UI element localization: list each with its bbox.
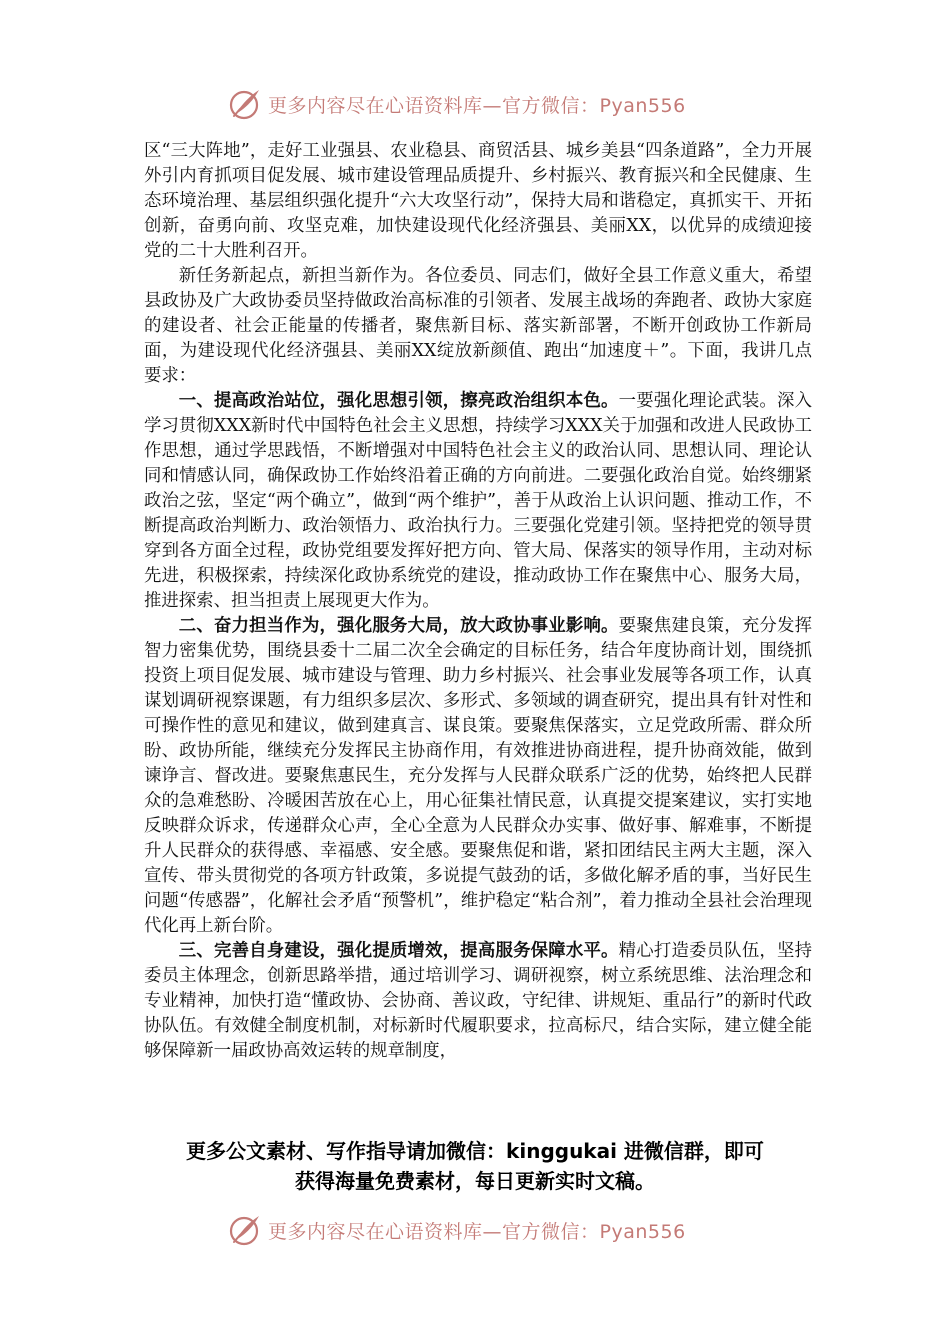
watermark-header	[228, 86, 748, 122]
intro-paragraph: 新任务新起点，新担当新作为。各位委员、同志们，做好全县工作意义重大，希望县政协及广大政协委员坚持做政治高标准的引领者、发展主战场的奔跑者、政协大家庭的建设者、社会正能量的传播者，聚焦新目标、落实新部署，不断开创政协工作新局面，为建设现代化经济强县、美丽XX绽放新颜值、跑出“加速度＋”。下面，我讲几点要求：	[144, 266, 812, 386]
watermark-text: 更多内容尽在心语资料库—官方微信：Pyan556	[268, 94, 686, 117]
section-paragraph-3	[144, 939, 812, 1064]
quill-logo-icon	[228, 87, 262, 121]
section-heading-3: 三、完善自身建设，强化提质增效，提高服务保障水平。	[178, 941, 619, 961]
section-paragraph-2	[144, 614, 812, 939]
promo-line-1: 更多公文素材、写作指导请加微信：kinggukai 进微信群，即可	[186, 1139, 764, 1163]
watermark-footer	[228, 1212, 748, 1248]
section-text-3: 精心打造委员队伍，坚持委员主体理念，创新思路举措，通过培训学习、调研视察，树立系统思维、法治理念和专业精神，加快打造“懂政协、会协商、善议政，守纪律、讲规矩、重品行”的新时代政协队伍。有效健全制度机制，对标新时代履职要求，拉高标尺，结合实际，建立健全能够保障新一届政协高效运转的规章制度，	[144, 941, 812, 1061]
promo-line-2: 获得海量免费素材，每日更新实时文稿。	[295, 1169, 655, 1193]
watermark-text: 更多内容尽在心语资料库—官方微信：Pyan556	[268, 1220, 686, 1243]
section-heading-1: 一、提高政治站位，强化思想引领，擦亮政治组织本色。	[178, 391, 619, 411]
section-paragraph-1	[144, 389, 812, 614]
quill-logo-icon	[228, 1213, 262, 1247]
promo-note	[140, 1136, 810, 1196]
section-heading-2: 二、奋力担当作为，强化服务大局，放大政协事业影响。	[178, 616, 619, 636]
document-body	[144, 139, 812, 1064]
section-text-1: 一要强化理论武装。深入学习贯彻XXX新时代中国特色社会主义思想，持续学习XXX关于加强和改进人民政协工作思想，通过学思践悟，不断增强对中国特色社会主义的政治认同、思想认同、理论认同和情感认同，确保政协工作始终沿着正确的方向前进。二要强化政治自觉。始终绷紧政治之弦，坚定“两个确立”，做到“两个维护”，善于从政治上认识问题、推动工作，不断提高政治判断力、政治领悟力、政治执行力。三要强化党建引领。坚持把党的领导贯穿到各方面全过程，政协党组要发挥好把方向、管大局、保落实的领导作用，主动对标先进，积极探索，持续深化政协系统党的建设，推动政协工作在聚焦中心、服务大局，推进探索、担当担责上展现更大作为。	[144, 391, 812, 611]
section-text-2: 要聚焦建良策，充分发挥智力密集优势，围绕县委十二届二次全会确定的目标任务，结合年度协商计划，围绕抓投资上项目促发展、城市建设与管理、助力乡村振兴、社会事业发展等各项工作，认真谋划调研视察课题，有力组织多层次、多形式、多领域的调查研究，提出具有针对性和可操作性的意见和建议，做到建真言、谋良策。要聚焦保落实，立足党政所需、群众所盼、政协所能，继续充分发挥民主协商作用，有效推进协商进程，提升协商效能，做到谏诤言、督改进。要聚焦惠民生，充分发挥与人民群众联系广泛的优势，始终把人民群众的急难愁盼、冷暖困苦放在心上，用心征集社情民意，认真提交提案建议，实打实地反映群众诉求，传递群众心声，全心全意为人民群众办实事、做好事、解难事，不断提升人民群众的获得感、幸福感、安全感。要聚焦促和谐，紧扣团结民主两大主题，深入宣传、带头贯彻党的各项方针政策，多说提气鼓劲的话，多做化解矛盾的事，当好民生问题“传感器”，化解社会矛盾“预警机”，维护稳定“粘合剂”，着力推动全县社会治理现代化再上新台阶。	[144, 616, 812, 936]
continuation-paragraph: 区“三大阵地”，走好工业强县、农业稳县、商贸活县、城乡美县“四条道路”，全力开展外引内育抓项目促发展、城市建设管理品质提升、乡村振兴、教育振兴和全民健康、生态环境治理、基层组织强化提升“六大攻坚行动”，保持大局和谐稳定，真抓实干、开拓创新，奋勇向前、攻坚克难，加快建设现代化经济强县、美丽XX，以优异的成绩迎接党的二十大胜利召开。	[144, 141, 812, 261]
